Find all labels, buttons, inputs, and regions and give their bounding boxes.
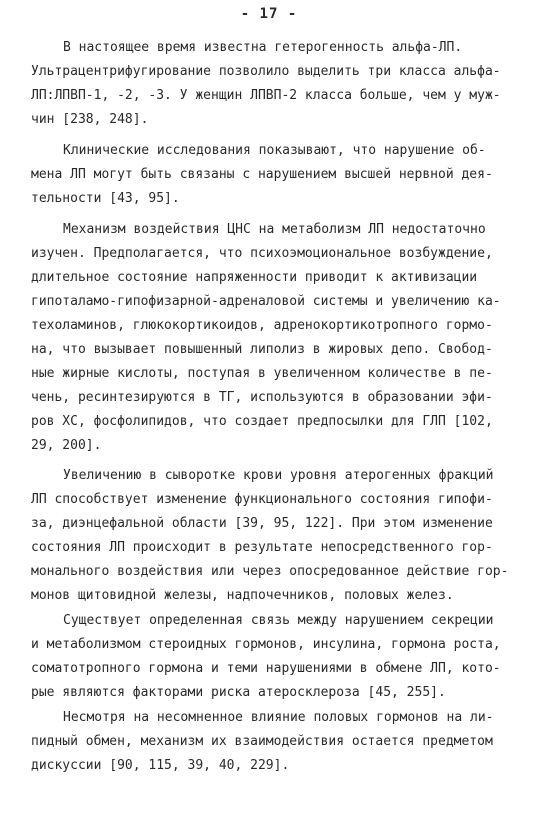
text-line: Клинические исследования показывают, что нарушение об-	[63, 143, 486, 158]
text-line: состояния ЛП происходит в результате непосредственного гор-	[31, 540, 493, 555]
text-line: Существует определенная связь между нарушением секреции	[63, 613, 494, 628]
text-line: на, что вызывает повышенный липолиз в жировых депо. Свобод-	[31, 342, 493, 357]
text-line: ные жирные кислоты, поступая в увеличенном количестве в пе-	[31, 366, 493, 381]
text-line: дискуссии [90, 115, 39, 40, 229].	[31, 758, 290, 773]
text-line: за, диэнцефальной области [39, 95, 122]. При этом изменение	[31, 516, 493, 531]
text-line: Увеличению в сыворотке крови уровня атерогенных фракций	[63, 468, 494, 483]
page-number: - 17 -	[240, 6, 298, 22]
text-line: чин [238, 248].	[31, 112, 149, 127]
text-line: изучен. Предполагается, что психоэмоциональное возбуждение,	[31, 246, 493, 261]
text-line: ров ХС, фосфолипидов, что создает предпосылки для ГЛП [102,	[31, 414, 493, 429]
text-line: Несмотря на несомненное влияние половых гормонов на ли-	[63, 710, 494, 725]
text-line: монов щитовидной железы, надпочечников, половых желез.	[31, 588, 454, 603]
text-line: техоламинов, глюкокортикоидов, адренокортикотропного гормо-	[31, 318, 493, 333]
text-line: ЛП:ЛПВП-1, -2, -3. У женщин ЛПВП-2 класса больше, чем у муж-	[31, 88, 501, 103]
text-line: Ультрацентрифугирование позволило выделить три класса альфа-	[31, 64, 501, 79]
text-line: длительное состояние напряженности приводит к активизации	[31, 270, 478, 285]
text-line: Механизм воздействия ЦНС на метаболизм ЛП недостаточно	[63, 222, 486, 237]
text-line: чень, ресинтезируются в ТГ, используются в образовании эфи-	[31, 390, 493, 405]
text-line: и метаболизмом стероидных гормонов, инсулина, гормона роста,	[31, 637, 501, 652]
text-line: 29, 200].	[31, 438, 102, 453]
text-line: монального воздействия или через опосредованное действие гор-	[31, 564, 509, 579]
text-line: рые являются факторами риска атеросклероза [45, 255].	[31, 685, 446, 700]
text-line: В настоящее время известна гетерогенность альфа-ЛП.	[63, 40, 463, 55]
text-line: соматотропного гормона и теми нарушениями в обмене ЛП, кото-	[31, 661, 501, 676]
text-line: пидный обмен, механизм их взаимодействия остается предметом	[31, 734, 493, 749]
text-line: гипоталамо-гипофизарной-адреналовой системы и увеличению ка-	[31, 294, 501, 309]
text-line: ЛП способствует изменение функционального состояния гипофи-	[31, 492, 493, 507]
text-line: тельности [43, 95].	[31, 191, 180, 206]
text-line: мена ЛП могут быть связаны с нарушением высшей нервной дея-	[31, 167, 493, 182]
